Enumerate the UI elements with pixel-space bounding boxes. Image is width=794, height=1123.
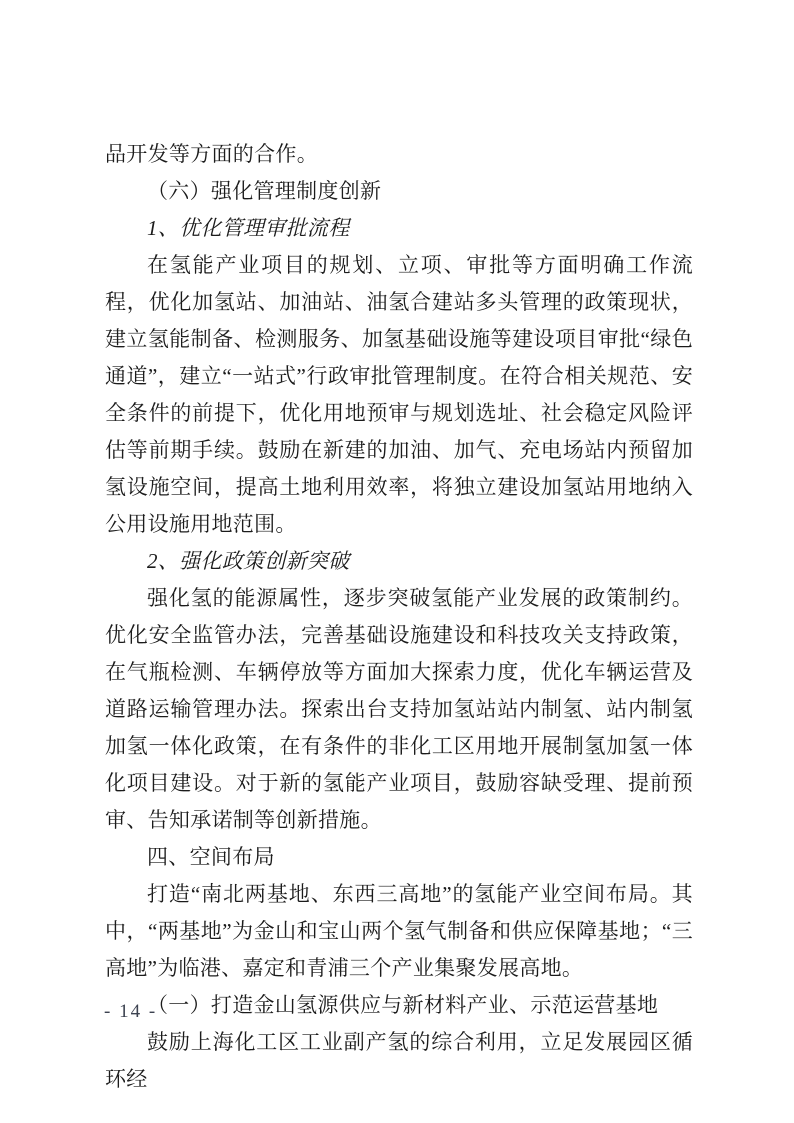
heading-section-1-jinshan: （一）打造金山氢源供应与新材料产业、示范运营基地 xyxy=(147,993,659,1017)
paragraph-jinshan-intro: 鼓励上海化工区工业副产氢的综合利用，立足发展园区循环经 xyxy=(105,1030,693,1091)
page-number: - 14 - xyxy=(104,1001,158,1022)
heading-item-1: 1、优化管理审批流程 xyxy=(147,216,350,240)
heading-item-2: 2、强化政策创新突破 xyxy=(147,549,350,573)
paragraph-approval-process: 在氢能产业项目的规划、立项、审批等方面明确工作流程，优化加氢站、加油站、油氢合建站多头管理的政策现状，建立氢能制备、检测服务、加氢基础设施等建设项目审批“绿色通道”，建立“一站式”行政审批管理制度。在符合相关规范、安全条件的前提下，优化用地预审与规划选址、社会稳定风险评估等前期手续。鼓励在新建的加油、加气、充电场站内预留加氢设施空间，提高土地利用效率，将独立建设加氢站用地纳入公用设施用地范围。 xyxy=(105,253,693,536)
heading-chapter-4-spatial-layout: 四、空间布局 xyxy=(147,846,275,869)
paragraph-spatial-layout: 打造“南北两基地、东西三高地”的氢能产业空间布局。其中，“两基地”为金山和宝山两个氢气制备和供应保障基地；“三高地”为临港、嘉定和青浦三个产业集聚发展高地。 xyxy=(105,882,693,980)
heading-section-6: （六）强化管理制度创新 xyxy=(147,179,382,203)
document-body xyxy=(105,136,693,1098)
paragraph-policy-innovation: 强化氢的能源属性，逐步突破氢能产业发展的政策制约。优化安全监管办法，完善基础设施建设和科技攻关支持政策，在气瓶检测、车辆停放等方面加大探索力度，优化车辆运营及道路运输管理办法。探索出台支持加氢站站内制氢、站内制氢加氢一体化政策，在有条件的非化工区用地开展制氢加氢一体化项目建设。对于新的氢能产业项目，鼓励容缺受理、提前预审、告知承诺制等创新措施。 xyxy=(105,586,693,832)
paragraph-continuation: 品开发等方面的合作。 xyxy=(105,142,318,166)
